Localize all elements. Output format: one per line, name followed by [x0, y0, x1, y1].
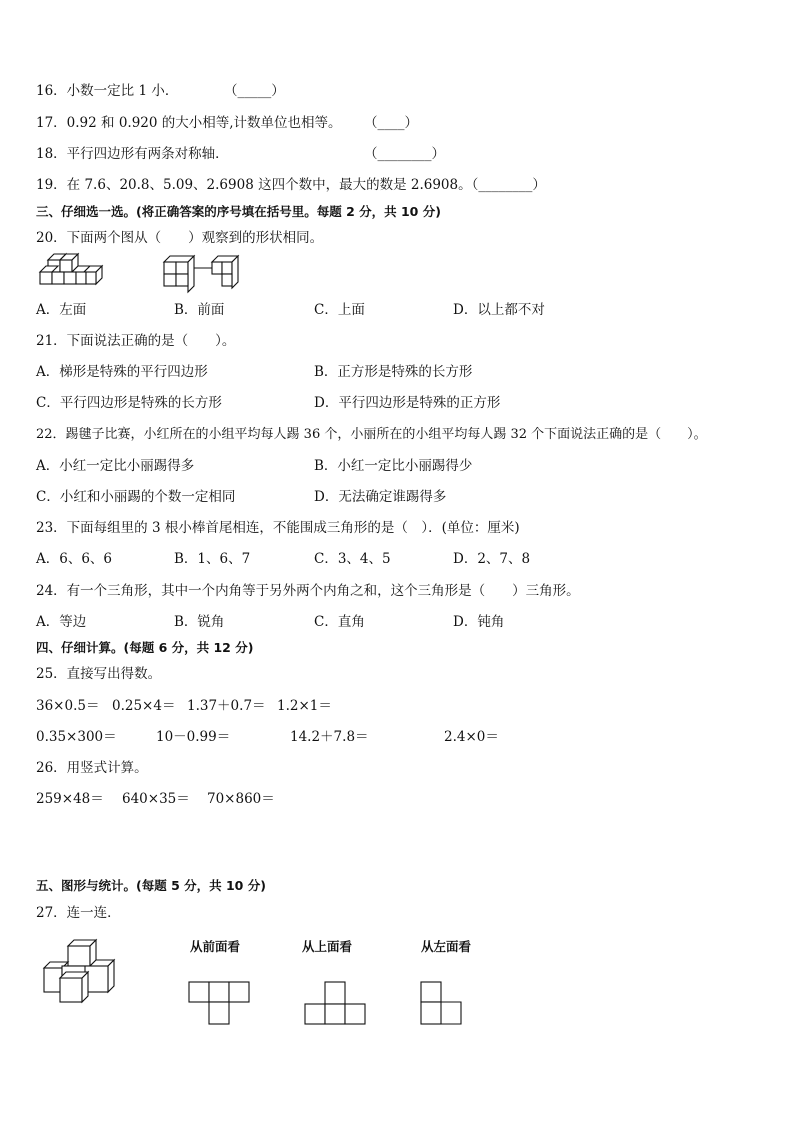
q22-option-b[interactable]: B．小红一定比小丽踢得少 [314, 458, 473, 474]
q25-expr-6: 10－0.99＝ [156, 729, 231, 745]
question-24: 24．有一个三角形，其中一个内角等于另外两个内角之和，这个三角形是（ ）三角形。 [36, 583, 580, 599]
q18-answer-blank[interactable]: （________） [364, 146, 445, 162]
q18-text: 18．平行四边形有两条对称轴． [36, 146, 229, 162]
q23-option-d[interactable]: D．2、7、8 [453, 551, 531, 567]
q26-expr-1: 259×48＝ [36, 791, 104, 807]
q20-option-d[interactable]: D．以上都不对 [453, 302, 545, 318]
question-18 [36, 145, 229, 163]
question-26: 26．用竖式计算。 [36, 760, 148, 776]
q20-option-b[interactable]: B．前面 [174, 302, 225, 318]
question-23: 23．下面每组里的 3 根小棒首尾相连，不能围成三角形的是（ ）．(单位：厘米) [36, 520, 520, 536]
q22-option-d[interactable]: D．无法确定谁踢得多 [314, 489, 447, 505]
q25-expr-3: 1.37＋0.7＝ [187, 698, 266, 714]
question-21: 21．下面说法正确的是（ ）。 [36, 333, 236, 349]
q26-expr-3: 70×860＝ [207, 791, 275, 807]
q16-text: 16．小数一定比 1 小． [36, 83, 179, 99]
q17-text: 17．0.92 和 0.920 的大小相等,计数单位也相等。 [36, 115, 342, 131]
section-5-heading: 五、图形与统计。(每题 5 分，共 10 分) [36, 878, 266, 893]
view-label-front: 从前面看 [190, 939, 241, 954]
q23-option-c[interactable]: C．3、4、5 [314, 551, 391, 567]
q16-answer-blank[interactable]: （_____） [224, 83, 285, 99]
q24-option-c[interactable]: C．直角 [314, 614, 365, 630]
q17-answer-blank[interactable]: （____） [364, 115, 418, 131]
view-drawing-top[interactable] [305, 982, 369, 1028]
section-4-heading: 四、仔细计算。(每题 6 分，共 12 分) [36, 640, 254, 655]
q21-option-d[interactable]: D．平行四边形是特殊的正方形 [314, 395, 501, 411]
q27-cube-stack-figure [44, 940, 120, 1004]
q20-figure-left [36, 254, 108, 294]
question-22: 22．踢毽子比赛，小红所在的小组平均每人踢 36 个，小丽所在的小组平均每人踢 32 个下面说法正确的是（ ）。 [36, 427, 707, 442]
q24-option-b[interactable]: B．锐角 [174, 614, 225, 630]
question-27: 27．连一连． [36, 905, 121, 921]
q21-option-b[interactable]: B．正方形是特殊的长方形 [314, 364, 473, 380]
q20-option-c[interactable]: C．上面 [314, 302, 365, 318]
question-16 [36, 82, 178, 100]
q20-figure-right [164, 254, 244, 294]
q25-expr-1: 36×0.5＝ [36, 698, 100, 714]
view-label-top: 从上面看 [302, 939, 353, 954]
q22-option-c[interactable]: C．小红和小丽踢的个数一定相同 [36, 489, 236, 505]
q21-option-c[interactable]: C．平行四边形是特殊的长方形 [36, 395, 222, 411]
view-drawing-left[interactable] [421, 982, 467, 1028]
question-25: 25．直接写出得数。 [36, 666, 162, 682]
q19-text: 19．在 7.6、20.8、5.09、2.6908 这四个数中，最大的数是 2.6908。（________） [36, 177, 546, 193]
q25-expr-7: 14.2＋7.8＝ [290, 729, 369, 745]
q25-expr-4: 1.2×1＝ [277, 698, 332, 714]
q23-option-a[interactable]: A．6、6、6 [36, 551, 113, 567]
q25-expr-5: 0.35×300＝ [36, 729, 117, 745]
q24-option-d[interactable]: D．钝角 [453, 614, 505, 630]
q25-expr-8: 2.4×0＝ [444, 729, 499, 745]
section-3-heading: 三、仔细选一选。(将正确答案的序号填在括号里。每题 2 分，共 10 分) [36, 204, 441, 219]
q20-option-a[interactable]: A．左面 [36, 302, 87, 318]
q25-expr-2: 0.25×4＝ [112, 698, 176, 714]
q22-option-a[interactable]: A．小红一定比小丽踢得多 [36, 458, 195, 474]
view-label-left: 从左面看 [421, 939, 472, 954]
question-19 [36, 176, 546, 194]
q21-option-a[interactable]: A．梯形是特殊的平行四边形 [36, 364, 208, 380]
question-20: 20．下面两个图从（ ）观察到的形状相同。 [36, 230, 324, 246]
q24-option-a[interactable]: A．等边 [36, 614, 87, 630]
q23-option-b[interactable]: B．1、6、7 [174, 551, 251, 567]
q26-expr-2: 640×35＝ [122, 791, 190, 807]
view-drawing-front[interactable] [189, 982, 253, 1026]
question-17 [36, 114, 342, 132]
